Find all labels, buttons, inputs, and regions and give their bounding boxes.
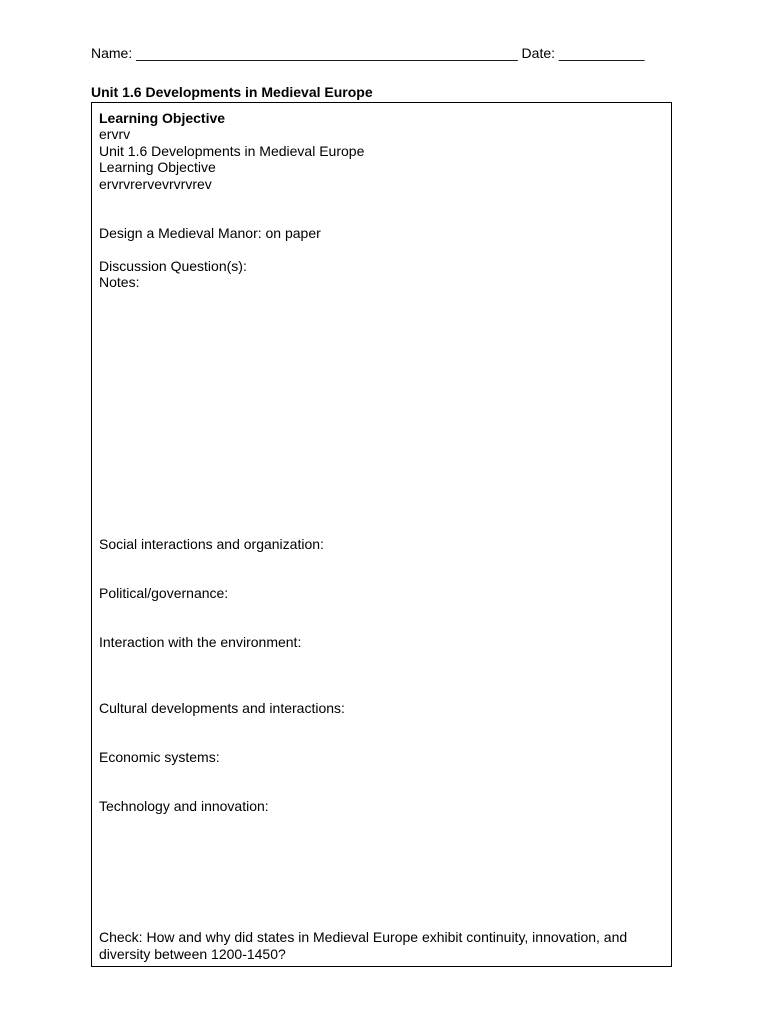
- environment-label: Interaction with the environment:: [99, 634, 302, 650]
- objective-line-4: ervrvrervevrvrvrev: [99, 176, 212, 192]
- economic-label: Economic systems:: [99, 749, 220, 765]
- check-question: Check: How and why did states in Medieval Europe exhibit continuity, innovation, and diversity between 1200-1450?: [99, 929, 628, 962]
- discussion-label: Discussion Question(s):: [99, 258, 247, 274]
- name-label: Name:: [91, 45, 133, 61]
- political-label: Political/governance:: [99, 585, 229, 601]
- name-date-line: [91, 45, 645, 61]
- objective-line-3: Learning Objective: [99, 159, 216, 175]
- activity-text: Design a Medieval Manor: on paper: [99, 225, 321, 241]
- objective-line-2: Unit 1.6 Developments in Medieval Europe: [99, 143, 365, 159]
- technology-label: Technology and innovation:: [99, 798, 269, 814]
- unit-title: Unit 1.6 Developments in Medieval Europe: [91, 84, 373, 100]
- objective-line-1: ervrv: [99, 126, 131, 142]
- notes-label: Notes:: [99, 274, 140, 290]
- cultural-label: Cultural developments and interactions:: [99, 700, 345, 716]
- date-field[interactable]: ___________: [558, 45, 645, 61]
- notes-box: [91, 102, 672, 967]
- name-field[interactable]: _________________________________________________: [136, 45, 518, 61]
- learning-objective-heading: Learning Objective: [99, 110, 226, 126]
- social-label: Social interactions and organization:: [99, 536, 324, 552]
- date-label: Date:: [521, 45, 556, 61]
